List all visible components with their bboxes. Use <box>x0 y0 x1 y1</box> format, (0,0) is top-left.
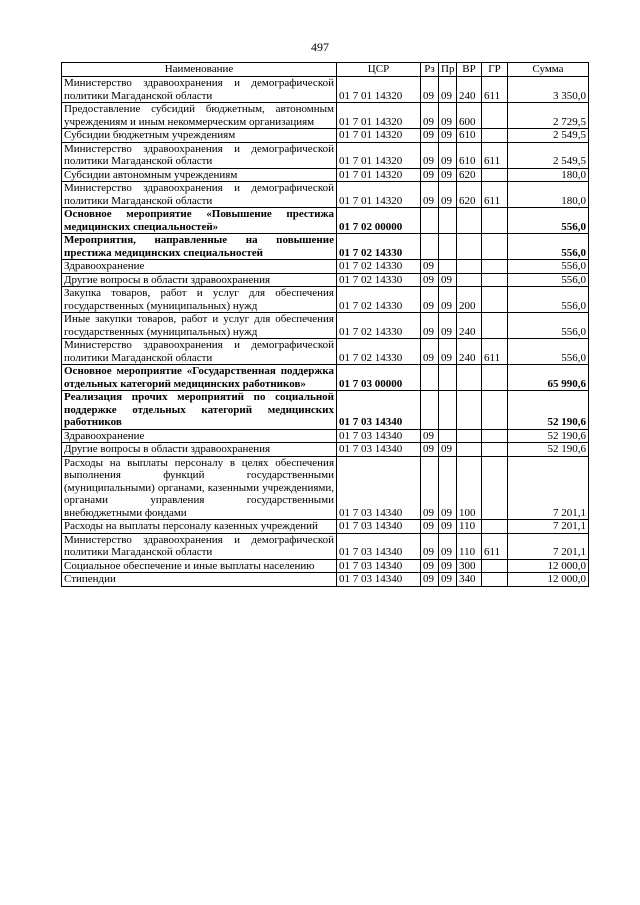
cell-sum: 556,0 <box>508 339 589 365</box>
cell-rz: 09 <box>421 339 439 365</box>
cell-vr <box>457 260 482 274</box>
cell-rz: 09 <box>421 533 439 559</box>
cell-vr: 300 <box>457 559 482 573</box>
cell-vr: 610 <box>457 129 482 143</box>
cell-csr: 01 7 03 14340 <box>337 456 421 520</box>
cell-name: Предоставление субсидий бюджетным, автономным учреждениям и иным некоммерческим организациям <box>62 103 337 129</box>
cell-csr: 01 7 02 14330 <box>337 339 421 365</box>
cell-sum: 556,0 <box>508 234 589 260</box>
cell-pr: 09 <box>439 129 457 143</box>
cell-pr <box>439 234 457 260</box>
cell-vr: 240 <box>457 313 482 339</box>
cell-name: Мероприятия, направленные на повышение престижа медицинских специальностей <box>62 234 337 260</box>
cell-name: Стипендии <box>62 573 337 587</box>
header-csr: ЦСР <box>337 63 421 77</box>
table-row <box>62 429 589 443</box>
cell-csr: 01 7 01 14320 <box>337 168 421 182</box>
cell-csr: 01 7 03 14340 <box>337 559 421 573</box>
cell-vr: 600 <box>457 103 482 129</box>
cell-gr: 611 <box>482 339 508 365</box>
cell-rz: 09 <box>421 260 439 274</box>
cell-vr: 240 <box>457 77 482 103</box>
table-row <box>62 391 589 430</box>
table-row <box>62 168 589 182</box>
cell-rz: 09 <box>421 142 439 168</box>
cell-rz: 09 <box>421 559 439 573</box>
cell-gr <box>482 129 508 143</box>
cell-pr: 09 <box>439 456 457 520</box>
cell-name: Основное мероприятие «Государственная поддержка отдельных категорий медицинских работников» <box>62 365 337 391</box>
header-vr: ВР <box>457 63 482 77</box>
cell-rz: 09 <box>421 103 439 129</box>
cell-name: Здравоохранение <box>62 260 337 274</box>
cell-pr: 09 <box>439 142 457 168</box>
table-header-row <box>62 63 589 77</box>
cell-sum: 7 201,1 <box>508 456 589 520</box>
cell-csr: 01 7 03 14340 <box>337 443 421 457</box>
cell-vr: 110 <box>457 520 482 534</box>
cell-csr: 01 7 02 14330 <box>337 260 421 274</box>
cell-pr: 09 <box>439 182 457 208</box>
table-row <box>62 287 589 313</box>
cell-name: Реализация прочих мероприятий по социальной поддержке отдельных категорий медицинских работников <box>62 391 337 430</box>
cell-gr <box>482 559 508 573</box>
cell-name: Расходы на выплаты персоналу в целях обеспечения выполнения функций государственными (муниципальными) органами, казенными учреждениями, органами управления государственными внебюджетными фондами <box>62 456 337 520</box>
cell-gr <box>482 260 508 274</box>
cell-sum: 7 201,1 <box>508 533 589 559</box>
cell-sum: 52 190,6 <box>508 391 589 430</box>
cell-pr: 09 <box>439 273 457 287</box>
cell-vr <box>457 443 482 457</box>
cell-pr <box>439 208 457 234</box>
header-name: Наименование <box>62 63 337 77</box>
cell-vr: 200 <box>457 287 482 313</box>
cell-csr: 01 7 01 14320 <box>337 142 421 168</box>
cell-rz: 09 <box>421 287 439 313</box>
cell-gr: 611 <box>482 142 508 168</box>
header-rz: Рз <box>421 63 439 77</box>
cell-gr <box>482 273 508 287</box>
cell-gr <box>482 234 508 260</box>
cell-pr: 09 <box>439 559 457 573</box>
cell-rz: 09 <box>421 273 439 287</box>
cell-vr: 340 <box>457 573 482 587</box>
cell-vr: 110 <box>457 533 482 559</box>
header-pr: Пр <box>439 63 457 77</box>
cell-pr: 09 <box>439 533 457 559</box>
cell-vr <box>457 208 482 234</box>
cell-vr <box>457 365 482 391</box>
cell-gr: 611 <box>482 182 508 208</box>
cell-name: Здравоохранение <box>62 429 337 443</box>
cell-sum: 65 990,6 <box>508 365 589 391</box>
table-row <box>62 260 589 274</box>
cell-csr: 01 7 02 00000 <box>337 208 421 234</box>
cell-gr <box>482 103 508 129</box>
cell-name: Министерство здравоохранения и демографической политики Магаданской области <box>62 339 337 365</box>
cell-name: Министерство здравоохранения и демографической политики Магаданской области <box>62 77 337 103</box>
cell-sum: 2 549,5 <box>508 129 589 143</box>
cell-sum: 556,0 <box>508 260 589 274</box>
header-gr: ГР <box>482 63 508 77</box>
cell-sum: 12 000,0 <box>508 573 589 587</box>
cell-sum: 7 201,1 <box>508 520 589 534</box>
cell-rz: 09 <box>421 573 439 587</box>
table-row <box>62 339 589 365</box>
table-row <box>62 234 589 260</box>
cell-name: Основное мероприятие «Повышение престижа медицинских специальностей» <box>62 208 337 234</box>
cell-sum: 2 549,5 <box>508 142 589 168</box>
cell-pr <box>439 260 457 274</box>
cell-pr: 09 <box>439 287 457 313</box>
cell-gr <box>482 208 508 234</box>
cell-csr: 01 7 01 14320 <box>337 103 421 129</box>
cell-csr: 01 7 02 14330 <box>337 273 421 287</box>
cell-sum: 556,0 <box>508 287 589 313</box>
cell-vr <box>457 273 482 287</box>
cell-sum: 180,0 <box>508 182 589 208</box>
table-row <box>62 456 589 520</box>
cell-csr: 01 7 01 14320 <box>337 77 421 103</box>
cell-pr: 09 <box>439 339 457 365</box>
cell-csr: 01 7 01 14320 <box>337 182 421 208</box>
cell-rz: 09 <box>421 182 439 208</box>
cell-pr: 09 <box>439 77 457 103</box>
table-row <box>62 573 589 587</box>
cell-vr: 100 <box>457 456 482 520</box>
cell-gr <box>482 456 508 520</box>
table-row <box>62 77 589 103</box>
table-row <box>62 533 589 559</box>
cell-rz: 09 <box>421 168 439 182</box>
cell-pr: 09 <box>439 103 457 129</box>
cell-csr: 01 7 02 14330 <box>337 287 421 313</box>
cell-rz <box>421 208 439 234</box>
cell-rz: 09 <box>421 429 439 443</box>
cell-csr: 01 7 02 14330 <box>337 313 421 339</box>
cell-vr: 620 <box>457 182 482 208</box>
cell-pr <box>439 429 457 443</box>
cell-vr <box>457 391 482 430</box>
cell-vr <box>457 429 482 443</box>
cell-pr: 09 <box>439 313 457 339</box>
cell-pr <box>439 391 457 430</box>
cell-csr: 01 7 03 14340 <box>337 520 421 534</box>
cell-gr <box>482 391 508 430</box>
cell-pr: 09 <box>439 168 457 182</box>
table-row <box>62 365 589 391</box>
cell-name: Иные закупки товаров, работ и услуг для обеспечения государственных (муниципальных) нужд <box>62 313 337 339</box>
table-row <box>62 129 589 143</box>
budget-table <box>61 62 589 587</box>
cell-gr <box>482 573 508 587</box>
cell-name: Другие вопросы в области здравоохранения <box>62 273 337 287</box>
cell-vr: 620 <box>457 168 482 182</box>
cell-gr <box>482 443 508 457</box>
cell-gr <box>482 429 508 443</box>
cell-gr <box>482 313 508 339</box>
cell-gr: 611 <box>482 533 508 559</box>
cell-rz <box>421 234 439 260</box>
cell-rz: 09 <box>421 443 439 457</box>
table-row <box>62 103 589 129</box>
cell-csr: 01 7 03 14340 <box>337 573 421 587</box>
cell-vr: 610 <box>457 142 482 168</box>
cell-rz <box>421 391 439 430</box>
cell-rz: 09 <box>421 129 439 143</box>
table-row <box>62 520 589 534</box>
cell-pr: 09 <box>439 520 457 534</box>
cell-name: Другие вопросы в области здравоохранения <box>62 443 337 457</box>
cell-name: Субсидии бюджетным учреждениям <box>62 129 337 143</box>
table-row <box>62 443 589 457</box>
table-row <box>62 313 589 339</box>
cell-sum: 180,0 <box>508 168 589 182</box>
cell-name: Министерство здравоохранения и демографической политики Магаданской области <box>62 182 337 208</box>
cell-gr <box>482 168 508 182</box>
cell-sum: 556,0 <box>508 208 589 234</box>
cell-sum: 52 190,6 <box>508 429 589 443</box>
cell-sum: 3 350,0 <box>508 77 589 103</box>
cell-pr <box>439 365 457 391</box>
cell-sum: 556,0 <box>508 313 589 339</box>
table-row <box>62 559 589 573</box>
cell-csr: 01 7 03 14340 <box>337 533 421 559</box>
cell-csr: 01 7 03 00000 <box>337 365 421 391</box>
cell-gr <box>482 287 508 313</box>
cell-pr: 09 <box>439 443 457 457</box>
cell-rz: 09 <box>421 520 439 534</box>
cell-sum: 12 000,0 <box>508 559 589 573</box>
cell-name: Закупка товаров, работ и услуг для обеспечения государственных (муниципальных) нужд <box>62 287 337 313</box>
table-row <box>62 208 589 234</box>
cell-pr: 09 <box>439 573 457 587</box>
cell-sum: 52 190,6 <box>508 443 589 457</box>
table-row <box>62 273 589 287</box>
cell-gr <box>482 520 508 534</box>
cell-sum: 2 729,5 <box>508 103 589 129</box>
cell-name: Субсидии автономным учреждениям <box>62 168 337 182</box>
cell-vr: 240 <box>457 339 482 365</box>
cell-name: Социальное обеспечение и иные выплаты населению <box>62 559 337 573</box>
header-sum: Сумма <box>508 63 589 77</box>
page-number: 497 <box>311 40 329 54</box>
table-row <box>62 142 589 168</box>
cell-rz <box>421 365 439 391</box>
cell-gr: 611 <box>482 77 508 103</box>
cell-name: Министерство здравоохранения и демографической политики Магаданской области <box>62 142 337 168</box>
cell-vr <box>457 234 482 260</box>
cell-gr <box>482 365 508 391</box>
cell-rz: 09 <box>421 77 439 103</box>
cell-csr: 01 7 02 14330 <box>337 234 421 260</box>
cell-csr: 01 7 03 14340 <box>337 429 421 443</box>
cell-csr: 01 7 01 14320 <box>337 129 421 143</box>
cell-sum: 556,0 <box>508 273 589 287</box>
table-row <box>62 182 589 208</box>
cell-rz: 09 <box>421 313 439 339</box>
table-body <box>62 77 589 587</box>
cell-rz: 09 <box>421 456 439 520</box>
cell-name: Министерство здравоохранения и демографической политики Магаданской области <box>62 533 337 559</box>
cell-csr: 01 7 03 14340 <box>337 391 421 430</box>
cell-name: Расходы на выплаты персоналу казенных учреждений <box>62 520 337 534</box>
